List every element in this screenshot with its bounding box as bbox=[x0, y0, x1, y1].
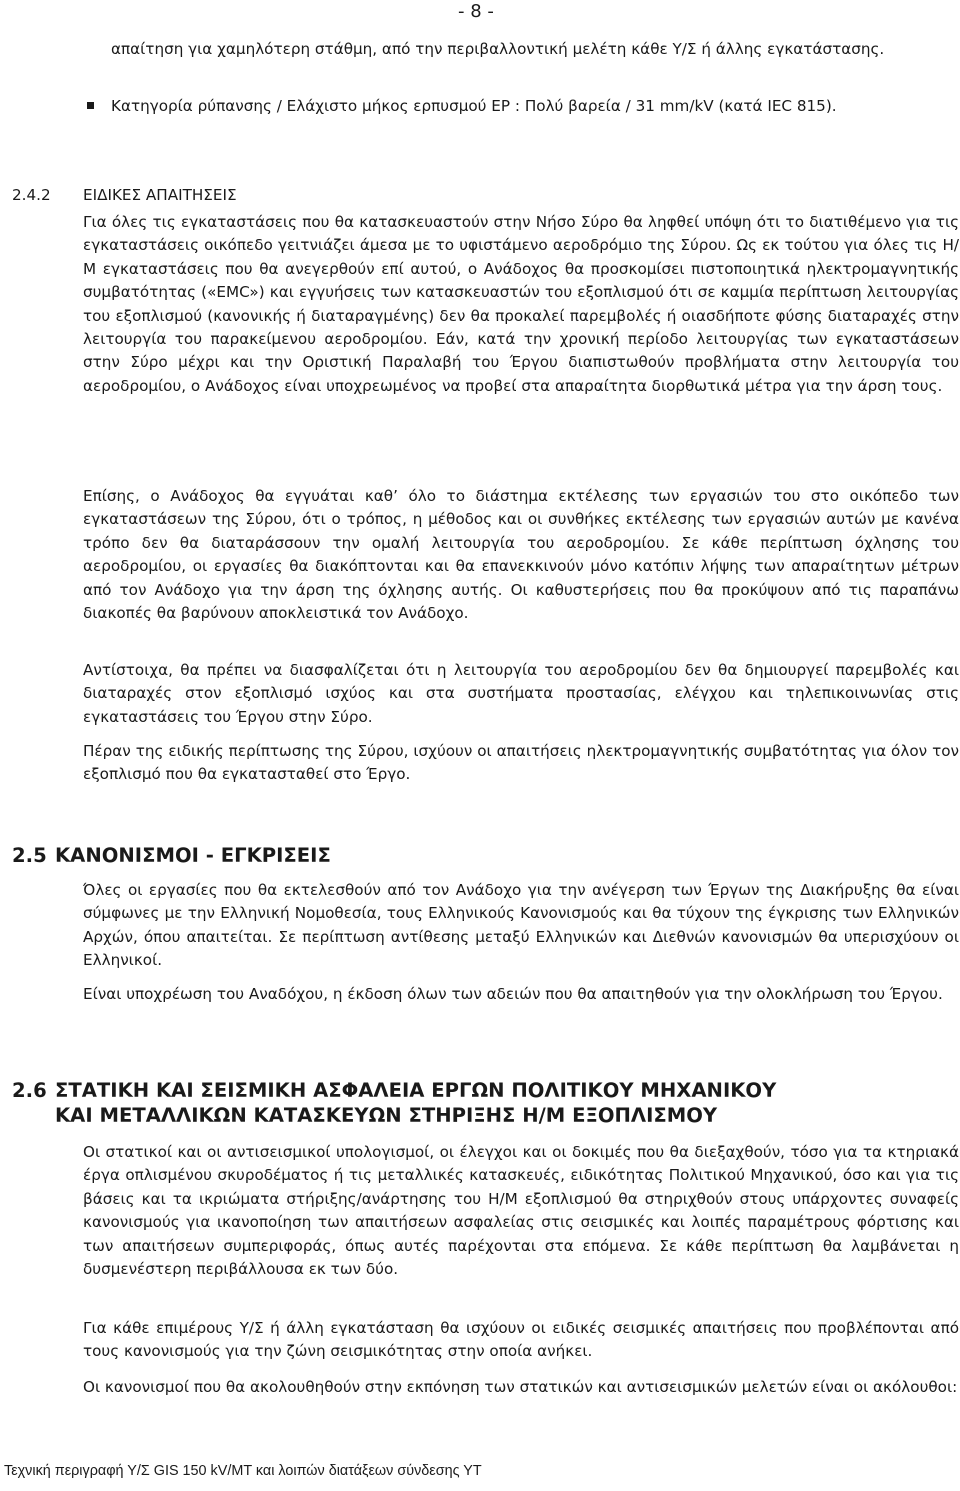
paragraph-continued: απαίτηση για χαμηλότερη στάθμη, από την περιβαλλοντική μελέτη κάθε Υ/Σ ή άλλης εγκατάστασης. bbox=[111, 40, 885, 58]
page-number: - 8 - bbox=[458, 1, 494, 22]
section-number: 2.6 bbox=[12, 1079, 47, 1102]
square-bullet-icon bbox=[87, 102, 94, 109]
section-number: 2.5 bbox=[12, 844, 47, 867]
paragraph: Όλες οι εργασίες που θα εκτελεσθούν από τον Ανάδοχο για την ανέγερση των Έργων της Διακήρυξης θα είναι σύμφωνες με την Ελληνική Νομοθεσία, τους Ελληνικούς Κανονισμούς και θα τύχουν της έγκρισης των Ελληνικών Αρχών, όπου απαιτείται. Σε περίπτωση αντίθεσης μεταξύ Ελληνικών και Διεθνών κανονισμών θα υπερισχύουν οι Ελληνικοί. bbox=[83, 881, 959, 970]
paragraph: Είναι υποχρέωση του Αναδόχου, η έκδοση όλων των αδειών που θα απαιτηθούν για την ολοκλήρωση του Έργου. bbox=[83, 985, 943, 1003]
paragraph: Επίσης, ο Ανάδοχος θα εγγυάται καθ’ όλο το διάστημα εκτέλεσης των εργασιών του στο οικόπεδο των εγκαταστάσεων της Σύρου, ότι ο τρόπος, η μέθοδος και οι συνθήκες εκτέλεσης των εργασιών αυτών με κανένα τρόπο δεν θα διαταράσσουν την ομαλή λειτουργία του αεροδρομίου. Σε κάθε περίπτωση όχλησης του αεροδρομίου, οι εργασίες θα διακόπτονται και θα επανεκκινούν μόνο κατόπιν λήψης των απαραίτητων μέτρων από τον Ανάδοχο για την άρση της όχλησης αυτής. Οι καθυστερήσεις που θα προκύψουν από τις παραπάνω διακοπές θα βαρύνουν αποκλειστικά τον Ανάδοχο. bbox=[83, 487, 959, 623]
bullet-text: Κατηγορία ρύπανσης / Ελάχιστο μήκος ερπυσμού ΕΡ : Πολύ βαρεία / 31 mm/kV (κατά IEC 815). bbox=[111, 97, 837, 115]
section-title-line1: ΣΤΑΤΙΚΗ ΚΑΙ ΣΕΙΣΜΙΚΗ ΑΣΦΑΛΕΙΑ ΕΡΓΩΝ ΠΟΛΙΤΙΚΟΥ ΜΗΧΑΝΙΚΟΥ bbox=[55, 1079, 777, 1102]
section-number: 2.4.2 bbox=[12, 186, 51, 204]
paragraph: Οι κανονισμοί που θα ακολουθηθούν στην εκπόνηση των στατικών και αντισεισμικών μελετών είναι οι ακόλουθοι: bbox=[83, 1378, 958, 1396]
paragraph: Οι στατικοί και οι αντισεισμικοί υπολογισμοί, οι έλεγχοι και οι δοκιμές που θα διεξαχθούν, τόσο για τα κτηριακά έργα οπλισμένου σκυροδέματος ή τις μεταλλικές κατασκευές, ειδικότητας Πολιτικού Μηχανικού, όσο και για τις βάσεις και τα ικριώματα στήριξης/ανάρτησης του Η/Μ εξοπλισμού θα στηριχθούν στους υπάρχοντες συναφείς κανονισμούς για ικανοποίηση των απαιτήσεων ασφαλείας στις σεισμικές και λοιπές παραμέτρους φόρτισης και των απαιτήσεων συμπεριφοράς, όπως αυτές παρέχονται στα επόμενα. Σε κάθε περίπτωση θα λαμβάνεται η δυσμενέστερη περιβάλλουσα εκ των δύο. bbox=[83, 1143, 959, 1279]
section-heading-2-4-2 bbox=[12, 184, 237, 207]
section-title: ΕΙΔΙΚΕΣ ΑΠΑΙΤΗΣΕΙΣ bbox=[83, 186, 237, 204]
section-title-line2: ΚΑΙ ΜΕΤΑΛΛΙΚΩΝ ΚΑΤΑΣΚΕΥΩΝ ΣΤΗΡΙΞΗΣ Η/Μ ΕΞΟΠΛΙΣΜΟΥ bbox=[55, 1103, 718, 1127]
paragraph: Για όλες τις εγκαταστάσεις που θα κατασκευαστούν στην Νήσο Σύρο θα ληφθεί υπόψη ότι το διατιθέμενο για τις εγκαταστάσεις οικόπεδο γειτνιάζει άμεσα με το υφιστάμενο αεροδρόμιο της Σύρου. Ως εκ τούτου για όλες τις Η/Μ εγκαταστάσεις που θα ανεγερθούν επί αυτού, ο Ανάδοχος θα προσκομίσει πιστοποιητικά ηλεκτρομαγνητικής συμβατότητας («EMC») και εγγυήσεις των κατασκευαστών του εξοπλισμού ότι σε καμμία περίπτωση λειτουργίας του εξοπλισμού (κανονικής ή διαταραγμένης) δεν θα προκαλεί παρεμβολές ή οιασδήποτε φύσης διαταραχές στην λειτουργία του παρακείμενου αεροδρομίου. Εάν, κατά την χρονική περίοδο λειτουργίας των εγκαταστάσεων στην Σύρο μέχρι και την Οριστική Παραλαβή του Έργου διαπιστωθούν προβλήματα στην λειτουργία του αεροδρομίου, ο Ανάδοχος είναι υποχρεωμένος να προβεί στα απαραίτητα διορθωτικά μέτρα για την άρση τους. bbox=[83, 213, 959, 395]
section-heading-2-6 bbox=[12, 1079, 952, 1128]
bullet-item bbox=[87, 95, 959, 118]
section-heading-2-5 bbox=[12, 844, 952, 869]
paragraph: Για κάθε επιμέρους Υ/Σ ή άλλη εγκατάσταση θα ισχύουν οι ειδικές σεισμικές απαιτήσεις που προβλέπονται από τους κανονισμούς για την ζώνη σεισμικότητας στην οποία ανήκει. bbox=[83, 1319, 959, 1361]
page-footer: Τεχνική περιγραφή Υ/Σ GIS 150 kV/MT και λοιπών διατάξεων σύνδεσης ΥΤ bbox=[4, 1463, 482, 1479]
paragraph: Πέραν της ειδικής περίπτωσης της Σύρου, ισχύουν οι απαιτήσεις ηλεκτρομαγνητικής συμβατότητας για όλον τον εξοπλισμό που θα εγκατασταθεί στο Έργο. bbox=[83, 742, 959, 784]
section-title: ΚΑΝΟΝΙΣΜΟΙ - ΕΓΚΡΙΣΕΙΣ bbox=[55, 844, 331, 867]
paragraph: Αντίστοιχα, θα πρέπει να διασφαλίζεται ότι η λειτουργία του αεροδρομίου δεν θα δημιουργεί παρεμβολές και διαταραχές στον εξοπλισμό ισχύος και στα συστήματα προστασίας, ελέγχου και τηλεπικοινωνίας στις εγκαταστάσεις του Έργου στην Σύρο. bbox=[83, 661, 959, 726]
